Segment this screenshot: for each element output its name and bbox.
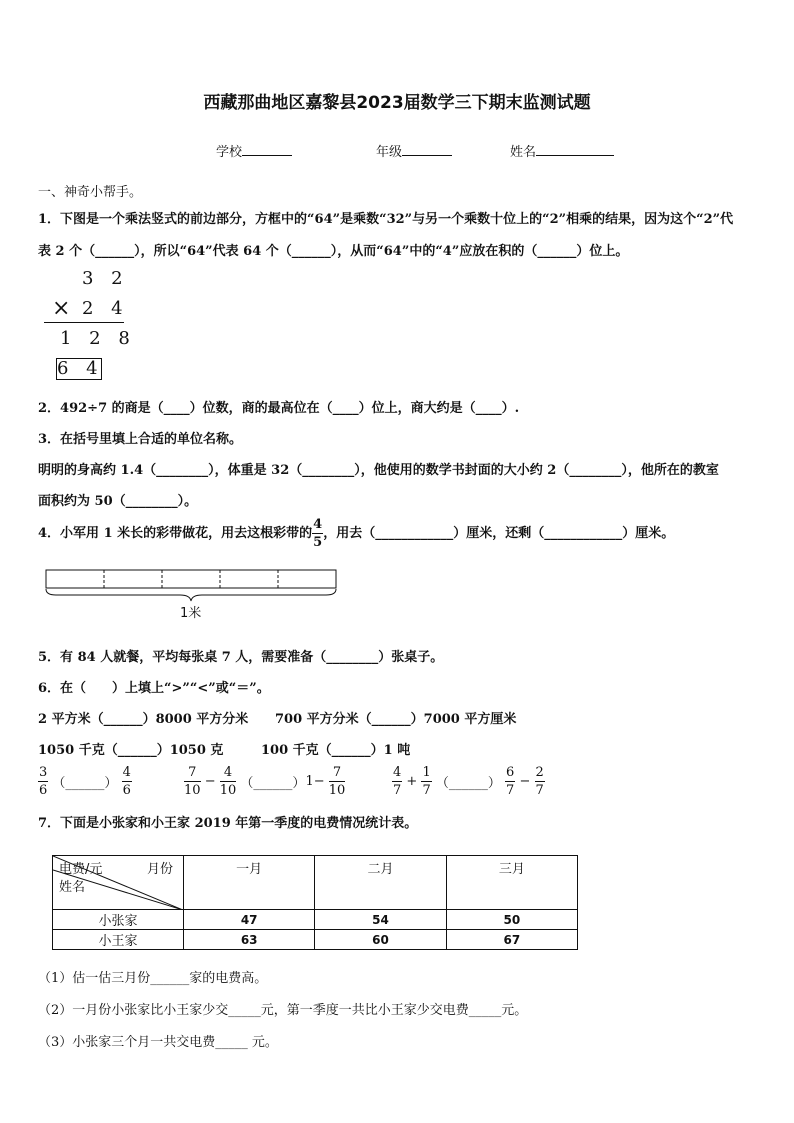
school-label: 学校 — [216, 145, 243, 160]
q4-text-before: 4．小军用 1 米长的彩带做花，用去这根彩带的 — [38, 526, 313, 541]
ribbon-label: 1米 — [180, 606, 202, 621]
table-cell: 47 — [184, 910, 315, 930]
q6-line1: 6．在（ ）上填上“>”“<”或“＝”。 — [38, 681, 270, 696]
grade-label: 年级 — [376, 145, 403, 160]
q7-sub1: （1）估一估三月份______家的电费高。 — [38, 971, 268, 986]
multiplication-figure — [40, 262, 136, 382]
q4-text-after: ，用去（____________）厘米，还剩（____________）厘米。 — [323, 526, 675, 541]
table-corner-cell — [53, 856, 184, 910]
corner-fee-label: 电费/元 — [59, 862, 103, 877]
q7-line1: 7．下面是小张家和小王家 2019 年第一季度的电费情况统计表。 — [38, 816, 418, 831]
table-cell: 67 — [446, 930, 577, 950]
q6-compare-3: $\frac{4}{7}$ + $\frac{1}{7}$ （______） $\frac{6}{7}$ − $\frac{2}{7}$ — [393, 765, 544, 798]
q4 — [38, 516, 674, 551]
name-label: 姓名 — [510, 145, 537, 160]
q1-line2: 表 2 个（______），所以“64”代表 64 个（______），从而“64”中的“4”应放在积的（______）位上。 — [38, 244, 629, 259]
month-header: 二月 — [315, 856, 446, 910]
table-cell: 60 — [315, 930, 446, 950]
month-header: 一月 — [184, 856, 315, 910]
q6-b2: 100 千克（______）1 吨 — [261, 743, 411, 758]
row-name: 小张家 — [53, 910, 184, 930]
fee-table — [52, 855, 578, 950]
times-sign: × — [52, 296, 71, 321]
q6-a1: 2 平方米（______）8000 平方分米 — [38, 712, 249, 727]
q3-line3: 面积约为 50（________）。 — [38, 494, 198, 509]
partial-product-1: 1 2 8 — [60, 328, 136, 349]
ribbon-brace — [46, 589, 336, 601]
q3-line2: 明明的身高约 1.4（________），体重是 32（________），他使用的数学书封面的大小约 2（________），他所在的教室 — [38, 463, 719, 478]
section-heading: 一、神奇小帮手。 — [38, 185, 143, 200]
grade-field[interactable] — [376, 141, 452, 160]
q2: 2．492÷7 的商是（____）位数，商的最高位在（____）位上，商大约是（____）. — [38, 401, 520, 416]
table-cell: 50 — [446, 910, 577, 930]
q3-line1: 3．在括号里填上合适的单位名称。 — [38, 432, 243, 447]
name-field[interactable] — [510, 141, 614, 160]
multiplicand: 3 2 — [82, 268, 129, 289]
row-name: 小王家 — [53, 930, 184, 950]
product-line — [44, 322, 124, 323]
q1-line1: 1．下图是一个乘法竖式的前边部分，方框中的“64”是乘数“32”与另一个乘数十位上的“2”相乘的结果，因为这个“2”代 — [38, 212, 734, 227]
page-title: 西藏那曲地区嘉黎县2023届数学三下期末监测试题 — [203, 93, 591, 113]
q7-sub2: （2）一月份小张家比小王家少交_____元，第一季度一共比小王家少交电费_____元。 — [38, 1003, 528, 1018]
table-row — [53, 910, 578, 930]
multiplier: 2 4 — [82, 298, 129, 319]
q6-a2: 700 平方分米（______）7000 平方厘米 — [275, 712, 517, 727]
month-header: 三月 — [446, 856, 577, 910]
partial-product-2-box: 6 4 — [57, 358, 104, 379]
corner-month-label: 月份 — [147, 862, 174, 877]
ribbon-outline — [46, 570, 336, 588]
table-cell: 63 — [184, 930, 315, 950]
q6-compare-2: $\frac{7}{10}$ − $\frac{4}{10}$ （______）1− $\frac{7}{10}$ — [184, 765, 346, 798]
ribbon-bar-diagram — [40, 567, 340, 607]
q7-sub3: （3）小张家三个月一共交电费_____ 元。 — [38, 1035, 278, 1050]
table-row — [53, 930, 578, 950]
q6-compare-1: $\frac{3}{6}$ （______） $\frac{4}{6}$ — [39, 765, 131, 798]
school-field[interactable] — [216, 141, 292, 160]
corner-name-label: 姓名 — [59, 880, 86, 895]
table-cell: 54 — [315, 910, 446, 930]
q6-b1: 1050 千克（______）1050 克 — [38, 743, 224, 758]
q4-fraction: $\frac{4}{5}$ — [313, 517, 323, 550]
q5: 5．有 84 人就餐，平均每张桌 7 人，需要准备（________）张桌子。 — [38, 650, 444, 665]
